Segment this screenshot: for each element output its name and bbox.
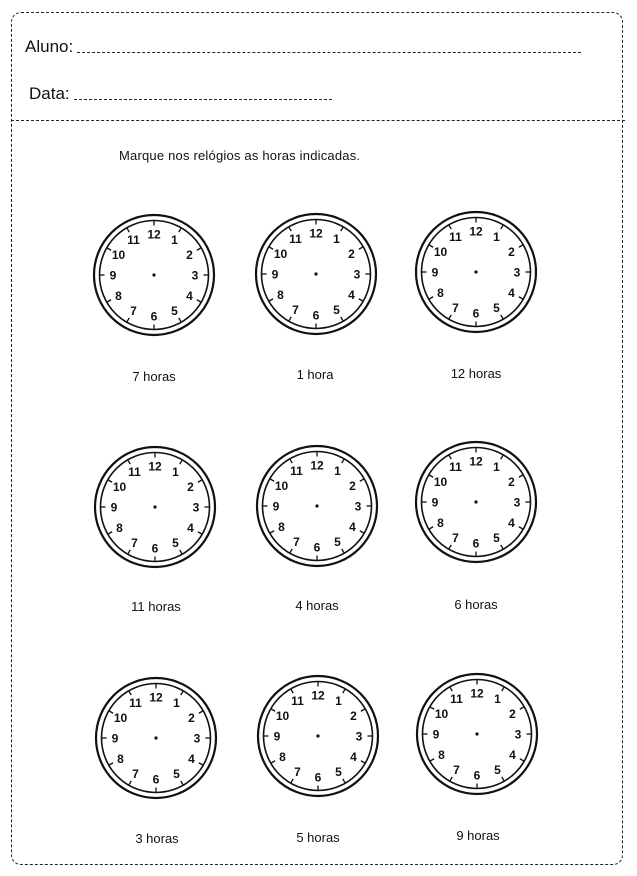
clock-hour-tick	[127, 228, 130, 232]
clock-hour-tick	[270, 531, 274, 534]
clock-hour-tick	[342, 549, 345, 553]
clock-hour-tick	[502, 777, 505, 781]
header-divider	[11, 120, 625, 121]
clock-hour-tick	[108, 480, 112, 483]
clock-numeral: 8	[278, 519, 285, 534]
clock-numeral: 4	[187, 520, 194, 535]
clock-hour-tick	[199, 763, 203, 766]
clock-numeral: 9	[111, 731, 119, 746]
clock-numeral: 9	[109, 268, 117, 283]
clock-hour-tick	[269, 299, 273, 302]
clock-center-dot	[314, 272, 317, 275]
clock-numeral: 10	[433, 474, 448, 489]
clock-hour-tick	[180, 460, 183, 464]
clock-numeral: 2	[348, 246, 355, 261]
date-label: Data:	[29, 84, 70, 103]
clock-numeral: 5	[493, 300, 500, 315]
clock-numeral: 4	[508, 285, 515, 300]
clock-numeral: 12	[469, 224, 483, 239]
clock-numeral: 4	[509, 747, 516, 762]
clock-hour-tick	[270, 479, 274, 482]
clock-numeral: 9	[432, 727, 440, 742]
clock-hour-tick	[343, 689, 346, 693]
date-line[interactable]	[74, 98, 332, 100]
clock-hour-tick	[429, 245, 433, 248]
clock-hour-tick	[179, 228, 182, 232]
clock-numeral: 10	[274, 478, 289, 493]
clock-numeral: 12	[310, 458, 324, 473]
clock-hour-tick	[198, 480, 202, 483]
student-name-line[interactable]	[77, 51, 581, 53]
clock-hour-tick	[361, 761, 365, 764]
clock-numeral: 11	[128, 464, 141, 479]
clock-numeral: 2	[508, 244, 515, 259]
clock-hour-tick	[109, 763, 113, 766]
clock-hour-tick	[109, 711, 113, 714]
clock-numeral: 3	[354, 499, 362, 514]
clock-numeral: 8	[279, 749, 286, 764]
clock-numeral: 12	[147, 227, 161, 242]
clock-numeral: 7	[453, 762, 460, 777]
clock-face[interactable]	[255, 444, 379, 573]
clock-numeral: 2	[188, 710, 195, 725]
clock-hour-tick	[128, 550, 131, 554]
clock-hour-tick	[129, 691, 132, 695]
clock-face[interactable]	[415, 672, 539, 801]
clock-hour-tick	[290, 549, 293, 553]
clock-hour-tick	[271, 709, 275, 712]
clock-numeral: 8	[117, 751, 124, 766]
clock-hour-tick	[450, 777, 453, 781]
clock-numeral: 7	[294, 764, 301, 779]
student-name-field[interactable]	[25, 37, 581, 57]
clock-numeral: 5	[494, 762, 501, 777]
clock-hour-tick	[271, 761, 275, 764]
clock-numeral: 2	[349, 478, 356, 493]
clock-label: 9 horas	[456, 828, 500, 843]
clock-numeral: 4	[188, 751, 195, 766]
clock-numeral: 12	[469, 454, 483, 469]
student-label: Aluno:	[25, 37, 74, 56]
clock-numeral: 6	[150, 309, 158, 324]
clock-numeral: 3	[514, 727, 522, 742]
clock-numeral: 4	[349, 519, 356, 534]
clock-hour-tick	[291, 779, 294, 783]
clock-hour-tick	[501, 455, 504, 459]
clock-numeral: 9	[431, 495, 439, 510]
clock-hour-tick	[360, 479, 364, 482]
clock-numeral: 1	[334, 463, 341, 478]
clock-numeral: 5	[171, 303, 178, 318]
clock-numeral: 9	[272, 499, 280, 514]
clock-hour-tick	[430, 707, 434, 710]
clock-center-dot	[474, 500, 477, 503]
clock-hour-tick	[107, 300, 111, 303]
clock-hour-tick	[449, 545, 452, 549]
clock-hour-tick	[179, 318, 182, 322]
clock-numeral: 2	[186, 247, 193, 262]
clock-hour-tick	[197, 300, 201, 303]
clock-hour-tick	[199, 711, 203, 714]
clock-face[interactable]	[414, 210, 538, 339]
date-field[interactable]	[29, 84, 332, 104]
clock-hour-tick	[290, 459, 293, 463]
clock-center-dot	[154, 736, 157, 739]
clock-numeral: 12	[148, 459, 162, 474]
clock-numeral: 11	[449, 229, 462, 244]
clock-numeral: 4	[508, 515, 515, 530]
clock-hour-tick	[289, 317, 292, 321]
clock-hour-tick	[429, 475, 433, 478]
clock-hour-tick	[520, 759, 524, 762]
clock-numeral: 8	[277, 287, 284, 302]
clock-numeral: 1	[493, 459, 500, 474]
clock-numeral: 6	[151, 541, 159, 556]
clock-numeral: 1	[494, 691, 501, 706]
clock-hour-tick	[429, 527, 433, 530]
clock-hour-tick	[269, 247, 273, 250]
clock-numeral: 8	[115, 288, 122, 303]
clock-hour-tick	[519, 475, 523, 478]
clock-center-dot	[153, 505, 156, 508]
clock-numeral: 3	[192, 500, 200, 515]
clock-numeral: 6	[312, 308, 320, 323]
clock-numeral: 4	[348, 287, 355, 302]
clock-hour-tick	[519, 527, 523, 530]
clock-numeral: 11	[291, 693, 304, 708]
clock-numeral: 11	[129, 695, 142, 710]
clock-hour-tick	[502, 687, 505, 691]
clock-numeral: 7	[452, 530, 459, 545]
clock-hour-tick	[181, 781, 184, 785]
clock-numeral: 6	[472, 536, 480, 551]
clock-numeral: 1	[173, 695, 180, 710]
clock-hour-tick	[359, 299, 363, 302]
clock-numeral: 6	[152, 772, 160, 787]
clock-numeral: 10	[111, 247, 126, 262]
clock-hour-tick	[449, 455, 452, 459]
clock-numeral: 7	[452, 300, 459, 315]
clock-label: 5 horas	[296, 830, 340, 845]
clock-numeral: 9	[271, 267, 279, 282]
clock-hour-tick	[501, 545, 504, 549]
clock-hour-tick	[197, 248, 201, 251]
clock-numeral: 5	[335, 764, 342, 779]
clock-numeral: 6	[314, 770, 322, 785]
clock-numeral: 11	[450, 691, 463, 706]
clock-hour-tick	[108, 532, 112, 535]
clock-numeral: 8	[116, 520, 123, 535]
clock-numeral: 10	[113, 710, 128, 725]
clock-numeral: 7	[292, 302, 299, 317]
clock-numeral: 5	[172, 535, 179, 550]
clock-numeral: 3	[513, 495, 521, 510]
clock-hour-tick	[289, 227, 292, 231]
clock-numeral: 10	[112, 479, 127, 494]
clock-numeral: 8	[437, 285, 444, 300]
clock-numeral: 9	[273, 729, 281, 744]
clock-numeral: 5	[334, 534, 341, 549]
clock-numeral: 8	[437, 515, 444, 530]
clock-face[interactable]	[94, 676, 218, 805]
clock-face[interactable]	[92, 213, 216, 342]
clock-numeral: 12	[309, 226, 323, 241]
clock-numeral: 1	[172, 464, 179, 479]
clock-hour-tick	[107, 248, 111, 251]
clock-numeral: 7	[293, 534, 300, 549]
clock-numeral: 10	[433, 244, 448, 259]
clock-numeral: 4	[186, 288, 193, 303]
clock-numeral: 5	[493, 530, 500, 545]
clock-hour-tick	[129, 781, 132, 785]
clock-numeral: 2	[350, 708, 357, 723]
clock-numeral: 1	[333, 231, 340, 246]
clock-numeral: 9	[431, 265, 439, 280]
clock-numeral: 5	[333, 302, 340, 317]
clock-numeral: 7	[132, 766, 139, 781]
clock-numeral: 6	[472, 306, 480, 321]
clock-hour-tick	[127, 318, 130, 322]
clock-numeral: 10	[273, 246, 288, 261]
clock-label: 4 horas	[295, 598, 339, 613]
clock-hour-tick	[501, 315, 504, 319]
clock-numeral: 8	[438, 747, 445, 762]
clock-label: 7 horas	[132, 369, 176, 384]
clock-face[interactable]	[93, 445, 217, 574]
clock-numeral: 3	[355, 729, 363, 744]
clock-label: 3 horas	[135, 831, 179, 846]
clock-hour-tick	[519, 245, 523, 248]
clock-center-dot	[475, 732, 478, 735]
clock-hour-tick	[128, 460, 131, 464]
clock-numeral: 7	[131, 535, 138, 550]
clock-numeral: 2	[509, 706, 516, 721]
clock-numeral: 4	[350, 749, 357, 764]
clock-numeral: 11	[289, 231, 302, 246]
clock-hour-tick	[341, 317, 344, 321]
clock-hour-tick	[450, 687, 453, 691]
clock-face[interactable]	[254, 212, 378, 341]
clock-numeral: 12	[149, 690, 163, 705]
clock-hour-tick	[180, 550, 183, 554]
clock-hour-tick	[449, 225, 452, 229]
clock-hour-tick	[341, 227, 344, 231]
clock-center-dot	[152, 273, 155, 276]
clock-center-dot	[316, 734, 319, 737]
clock-numeral: 12	[311, 688, 325, 703]
clock-numeral: 2	[508, 474, 515, 489]
clock-numeral: 6	[473, 768, 481, 783]
clock-hour-tick	[360, 531, 364, 534]
instruction-text: Marque nos relógios as horas indicadas.	[119, 148, 361, 163]
clock-hour-tick	[343, 779, 346, 783]
clock-numeral: 1	[335, 693, 342, 708]
clock-face[interactable]	[256, 674, 380, 803]
clock-numeral: 11	[127, 232, 140, 247]
clock-numeral: 7	[130, 303, 137, 318]
clock-hour-tick	[361, 709, 365, 712]
clock-hour-tick	[359, 247, 363, 250]
clock-center-dot	[474, 270, 477, 273]
clock-numeral: 10	[275, 708, 290, 723]
clock-numeral: 5	[173, 766, 180, 781]
clock-hour-tick	[181, 691, 184, 695]
clock-numeral: 1	[171, 232, 178, 247]
clock-hour-tick	[449, 315, 452, 319]
clock-face[interactable]	[414, 440, 538, 569]
clock-numeral: 9	[110, 500, 118, 515]
clock-hour-tick	[198, 532, 202, 535]
clock-hour-tick	[520, 707, 524, 710]
clock-label: 12 horas	[450, 366, 502, 381]
clock-numeral: 2	[187, 479, 194, 494]
clock-hour-tick	[501, 225, 504, 229]
clock-hour-tick	[291, 689, 294, 693]
clock-numeral: 6	[313, 540, 321, 555]
clock-numeral: 1	[493, 229, 500, 244]
clock-hour-tick	[342, 459, 345, 463]
clock-numeral: 12	[470, 686, 484, 701]
clock-label: 11 horas	[131, 599, 181, 614]
clock-numeral: 10	[434, 706, 449, 721]
clock-center-dot	[315, 504, 318, 507]
clock-label: 1 hora	[296, 367, 334, 382]
clock-hour-tick	[429, 297, 433, 300]
clock-numeral: 11	[290, 463, 303, 478]
clock-hour-tick	[519, 297, 523, 300]
clock-numeral: 3	[513, 265, 521, 280]
clock-numeral: 3	[193, 731, 201, 746]
clock-hour-tick	[430, 759, 434, 762]
clock-numeral: 3	[191, 268, 199, 283]
clock-numeral: 3	[353, 267, 361, 282]
clock-label: 6 horas	[454, 597, 498, 612]
clock-numeral: 11	[449, 459, 462, 474]
